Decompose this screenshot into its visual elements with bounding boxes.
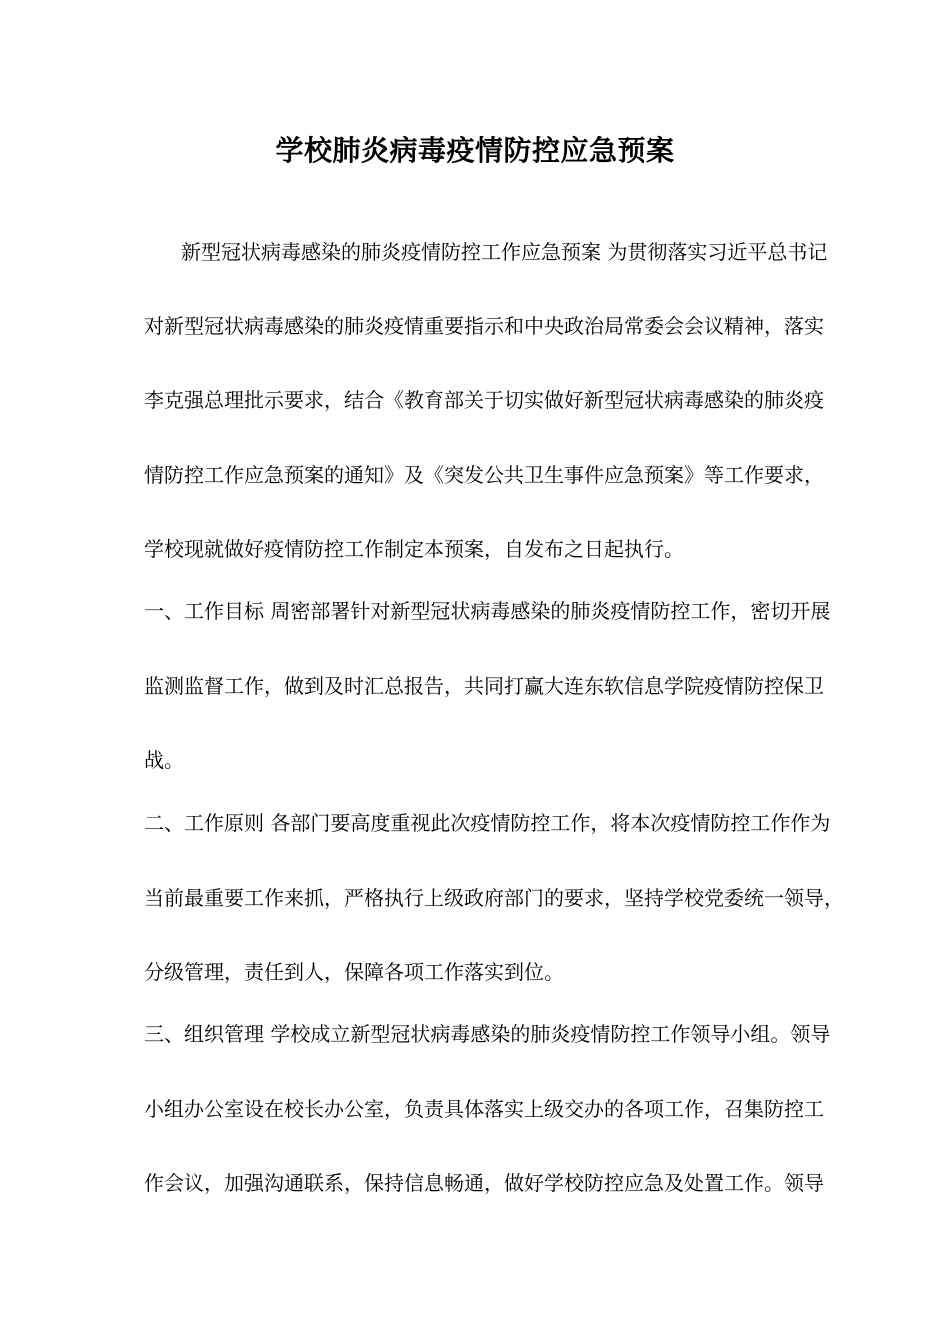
paragraph-line: 李克强总理批示要求，结合《教育部关于切实做好新型冠状病毒感染的肺炎疫 [144,388,824,412]
document-title: 学校肺炎病毒疫情防控应急预案 [275,134,675,167]
section-goal-line: 一、工作目标 周密部署针对新型冠状病毒感染的肺炎疫情防控工作，密切开展 [144,599,831,623]
section-principle-line: 二、工作原则 各部门要高度重视此次疫情防控工作，将本次疫情防控工作作为 [144,811,831,835]
section-principle-line: 分级管理，责任到人，保障各项工作落实到位。 [144,960,564,984]
section-goal-line: 监测监督工作，做到及时汇总报告，共同打赢大连东软信息学院疫情防控保卫 [144,674,824,698]
paragraph-line: 情防控工作应急预案的通知》及《突发公共卫生事件应急预案》等工作要求， [144,463,824,487]
section-principle-line: 当前最重要工作来抓，严格执行上级政府部门的要求，坚持学校党委统一领导， [144,886,844,910]
section-organization-line: 小组办公室设在校长办公室，负责具体落实上级交办的各项工作，召集防控工 [144,1097,824,1121]
section-organization-line: 三、组织管理 学校成立新型冠状病毒感染的肺炎疫情防控工作领导小组。领导 [144,1022,831,1046]
paragraph-line: 新型冠状病毒感染的肺炎疫情防控工作应急预案 为贯彻落实习近平总书记 [181,240,828,264]
section-organization-line: 作会议，加强沟通联系，保持信息畅通，做好学校防控应急及处置工作。领导 [144,1171,824,1195]
paragraph-line: 学校现就做好疫情防控工作制定本预案，自发布之日起执行。 [144,537,684,561]
section-goal-line: 战。 [144,748,184,772]
paragraph-line: 对新型冠状病毒感染的肺炎疫情重要指示和中央政治局常委会会议精神，落实 [144,314,824,338]
